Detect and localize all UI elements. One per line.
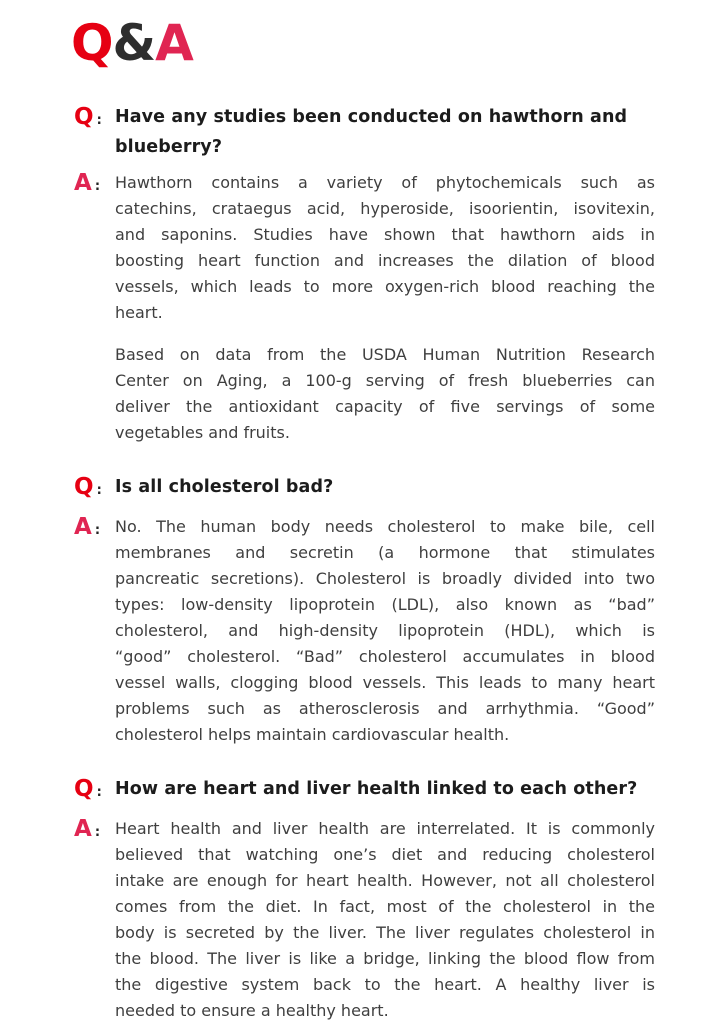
answer-marker-letter: A	[74, 816, 92, 842]
question-marker-letter: Q	[74, 474, 94, 500]
question-marker-letter: Q	[74, 104, 94, 130]
question-row	[74, 774, 655, 808]
question-row	[74, 102, 655, 162]
answer-paragraph: Hawthorn contains a variety of phytochemicals such as catechins, crataegus acid, hyperoside, isoorientin, isovitexin, and saponins. Studies have shown that hawthorn aids in boosting heart function and increases the dilation of blood vessels, which leads to more oxygen-rich blood reaching the heart.	[115, 173, 655, 322]
question-marker	[74, 102, 115, 136]
title-letter-a: A	[155, 14, 193, 72]
question-marker-colon: :	[96, 113, 102, 128]
answer-marker	[74, 514, 115, 544]
answer-marker	[74, 170, 115, 200]
answer-paragraph: No. The human body needs cholesterol to make bile, cell membranes and secretin (a hormone that stimulates pancreatic secretions). Cholesterol is broadly divided into two types: low-density lipoprotein (LDL), also known as “bad” cholesterol, and high-density lipoprotein (HDL), which is “good” cholesterol. “Bad” cholesterol accumulates in blood vessel walls, clogging blood vessels. This leads to many heart problems such as atherosclerosis and arrhythmia. “Good” cholesterol helps maintain cardiovascular health.	[115, 517, 655, 744]
answer-row	[74, 514, 655, 748]
qa-section-heart-liver	[74, 774, 655, 1024]
answer-marker-letter: A	[74, 170, 92, 196]
title-letter-q: Q	[71, 14, 113, 72]
page-title	[71, 14, 655, 72]
question-marker-colon: :	[96, 483, 102, 498]
question-marker-colon: :	[96, 785, 102, 800]
answer-row	[74, 816, 655, 1024]
question-text: Is all cholesterol bad?	[115, 477, 334, 497]
question-row	[74, 472, 655, 506]
answer-row	[74, 170, 655, 326]
question-marker	[74, 774, 115, 808]
question-marker-letter: Q	[74, 776, 94, 802]
answer-marker-letter: A	[74, 514, 92, 540]
question-text: How are heart and liver health linked to each other?	[115, 779, 638, 799]
title-ampersand: &	[112, 14, 156, 72]
qa-section-hawthorn-blueberry	[74, 102, 655, 446]
answer-marker-colon: :	[94, 825, 101, 840]
answer-paragraph: Based on data from the USDA Human Nutrition Research Center on Aging, a 100-g serving of fresh blueberries can deliver the antioxidant capacity of five servings of some vegetables and fruits.	[115, 345, 655, 442]
answer-row-continued	[74, 342, 655, 446]
answer-marker-colon: :	[94, 523, 101, 538]
question-marker	[74, 472, 115, 506]
answer-paragraph: Heart health and liver health are interrelated. It is commonly believed that watching one’s diet and reducing cholesterol intake are enough for heart health. However, not all cholesterol comes from the diet. In fact, most of the cholesterol in the body is secreted by the liver. The liver regulates cholesterol in the blood. The liver is like a bridge, linking the blood flow from the digestive system back to the heart. A healthy liver is needed to ensure a healthy heart.	[115, 819, 655, 1020]
qa-section-cholesterol	[74, 472, 655, 748]
question-text: Have any studies been conducted on hawthorn and blueberry?	[115, 107, 628, 157]
answer-marker-colon: :	[94, 179, 101, 194]
answer-marker	[74, 816, 115, 846]
